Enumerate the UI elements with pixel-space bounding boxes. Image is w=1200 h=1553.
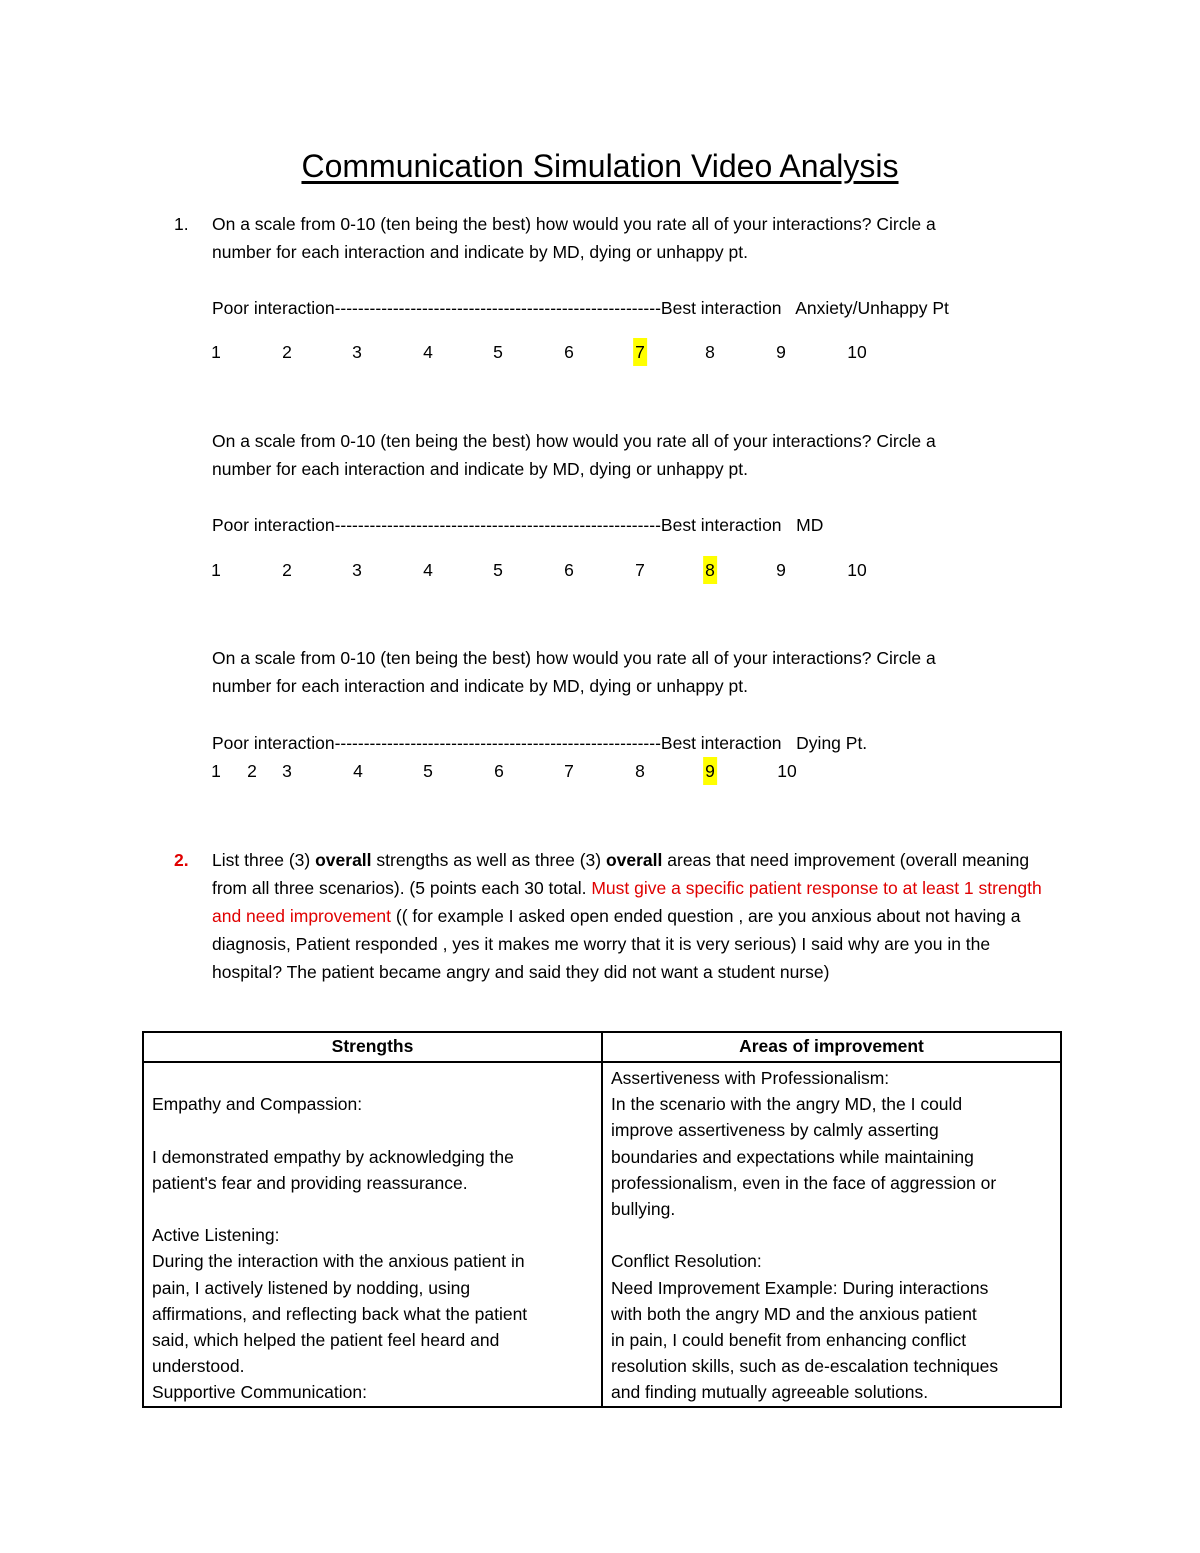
rating-number: 5 [423,761,433,781]
rating-prompt-line2: number for each interaction and indicate by MD, dying or unhappy pt. [212,676,749,696]
cell-text-line: understood. [152,1356,245,1377]
rating-number: 3 [282,761,292,781]
strengths-cell [143,1062,602,1407]
rating-prompt-line1: On a scale from 0-10 (ten being the best) how would you rate all of your interactions? Circle a [212,648,936,668]
cell-text-line: bullying. [611,1199,676,1220]
rating-scale [212,338,912,366]
cell-text-line: with both the angry MD and the anxious patient [611,1303,977,1324]
rating-number: 9 [776,560,786,580]
rating-number: 7 [564,761,574,781]
q2-bold-overall: overall [315,850,372,870]
improvement-cell [602,1062,1061,1407]
cell-text-line: in pain, I could benefit from enhancing conflict [611,1330,967,1351]
cell-text-line [152,1065,593,1091]
rating-number: 6 [494,761,504,781]
rating-number: 5 [493,342,503,362]
table-row [143,1062,1061,1407]
rating-number: 1 [211,560,221,580]
rating-number: 10 [777,761,797,781]
cell-text-line [152,1196,593,1222]
cell-text-line: pain, I actively listened by nodding, using [152,1277,471,1298]
cell-text-line: professionalism, even in the face of aggression or [611,1172,997,1193]
rating-scale-label [212,294,949,322]
header-strengths: Strengths [143,1032,602,1062]
cell-text-line [152,1117,593,1143]
cell-text-line: Empathy and Compassion: [152,1094,363,1115]
rating-prompt-line2: number for each interaction and indicate by MD, dying or unhappy pt. [212,459,749,479]
cell-text-line: Supportive Communication: [152,1382,367,1403]
rating-number: 4 [423,560,433,580]
cell-text-line: resolution skills, such as de-escalation techniques [611,1356,999,1377]
table-header-row [143,1032,1061,1062]
rating-prompt-line1: On a scale from 0-10 (ten being the best) how would you rate all of your interactions? Circle a [212,214,936,234]
scale-label: Poor interaction--------------------------------------------------------Best interaction [212,298,782,318]
interaction-type: Anxiety/Unhappy Pt [795,298,949,318]
rating-number: 2 [247,761,257,781]
q2-text-part: areas that need improvement (overall meaning from all three scenarios). (5 points each 30 total. [212,850,1030,898]
rating-number: 6 [564,560,574,580]
cell-text-line: Active Listening: [152,1225,280,1246]
rating-number: 2 [282,560,292,580]
interaction-type: MD [796,515,824,535]
question-1-number: 1. [174,214,189,234]
q2-red-instruction: Must give a specific patient response to at least 1 strength and need improvement [212,878,1042,926]
rating-number-selected: 8 [703,556,717,584]
cell-text-line: and finding mutually agreeable solutions. [611,1382,929,1403]
q2-text-part: List three (3) [212,850,316,870]
page-title: Communication Simulation Video Analysis [301,148,899,184]
rating-prompt-line1: On a scale from 0-10 (ten being the best) how would you rate all of your interactions? Circle a [212,431,936,451]
rating-number: 10 [847,560,867,580]
header-improvement: Areas of improvement [602,1032,1061,1062]
cell-text-line: In the scenario with the angry MD, the I could [611,1094,963,1115]
question-2-number: 2. [174,850,189,870]
cell-text-line [611,1222,1052,1248]
rating-scale-label [212,729,867,757]
cell-text-line: said, which helped the patient feel heard and [152,1329,500,1350]
rating-number: 10 [847,342,867,362]
question-2-text [212,846,1062,986]
rating-number-selected: 9 [703,757,717,785]
scale-label: Poor interaction--------------------------------------------------------Best interaction [212,733,782,753]
rating-number: 3 [352,560,362,580]
rating-number: 8 [705,342,715,362]
rating-number: 1 [211,342,221,362]
cell-text-line: improve assertiveness by calmly asserting [611,1120,939,1141]
rating-number: 5 [493,560,503,580]
rating-number-selected: 7 [633,338,647,366]
rating-number: 7 [635,560,645,580]
rating-number: 6 [564,342,574,362]
cell-text-line: Assertiveness with Professionalism: [611,1068,890,1088]
rating-number: 9 [776,342,786,362]
rating-number: 4 [353,761,363,781]
cell-text-line: boundaries and expectations while maintaining [611,1146,974,1167]
cell-text-line: patient's fear and providing reassurance. [152,1172,468,1193]
rating-scale-label [212,511,823,539]
rating-number: 4 [423,342,433,362]
cell-text-line: Need Improvement Example: During interactions [611,1277,989,1298]
q2-text-part: strengths as well as three (3) [371,850,606,870]
rating-scale [212,556,912,584]
q2-text-part: (( for example I asked open ended question , are you anxious about not having a diagnosis, Patient responded , yes it makes me worry that it is very serious) I said why are you in the hospital? The patient became angry and said they did not want a student nurse) [212,906,1021,982]
scale-label: Poor interaction--------------------------------------------------------Best interaction [212,515,782,535]
q2-bold-overall: overall [605,850,663,870]
cell-text-line: affirmations, and reflecting back what the patient [152,1303,528,1324]
strengths-improvement-table [142,1031,1062,1408]
interaction-type: Dying Pt. [796,733,868,753]
rating-number: 2 [282,342,292,362]
cell-text-line: During the interaction with the anxious patient in [152,1251,525,1272]
rating-prompt-line2: number for each interaction and indicate by MD, dying or unhappy pt. [212,242,749,262]
rating-number: 3 [352,342,362,362]
cell-text-line: I demonstrated empathy by acknowledging the [152,1146,514,1167]
rating-number: 8 [635,761,645,781]
rating-scale [212,757,912,785]
rating-number: 1 [211,761,221,781]
cell-text-line: Conflict Resolution: [611,1251,762,1272]
